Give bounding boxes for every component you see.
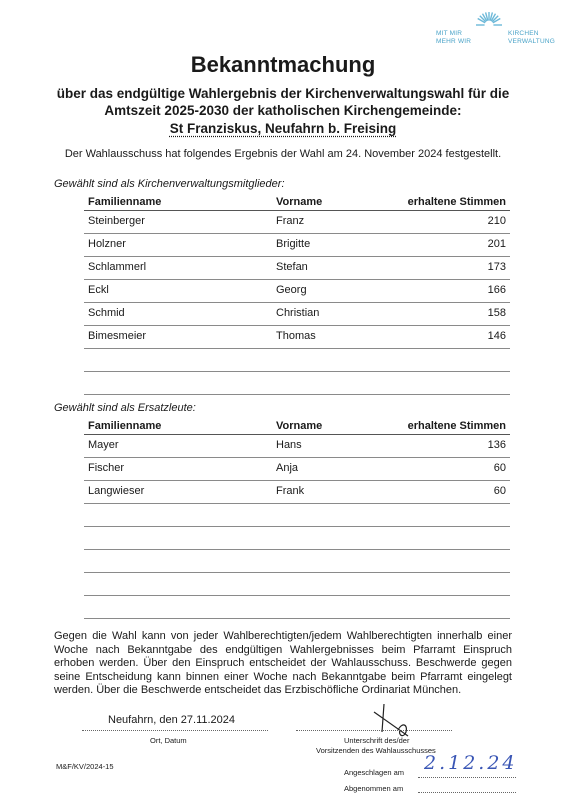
empty-row xyxy=(84,349,510,372)
cell-votes: 146 xyxy=(487,330,506,342)
empty-row xyxy=(84,550,510,573)
cell-firstname: Hans xyxy=(276,439,302,451)
subtitle-line-1: über das endgültige Wahlergebnis der Kirchenverwaltungswahl für die xyxy=(56,86,510,101)
cell-firstname: Christian xyxy=(276,307,320,319)
cell-lastname: Steinberger xyxy=(88,215,145,227)
cell-votes: 136 xyxy=(487,439,506,451)
members-heading: Gewählt sind als Kirchenverwaltungsmitglieder: xyxy=(54,178,285,190)
table-row xyxy=(84,257,510,280)
empty-row xyxy=(84,372,510,395)
cell-firstname: Brigitte xyxy=(276,238,311,250)
cell-votes: 173 xyxy=(487,261,506,273)
table-header xyxy=(84,192,510,211)
table-header xyxy=(84,416,510,435)
empty-row xyxy=(84,573,510,596)
cell-firstname: Stefan xyxy=(276,261,308,273)
cell-firstname: Georg xyxy=(276,284,307,296)
table-row xyxy=(84,234,510,257)
removed-label: Abgenommen am xyxy=(344,784,404,793)
cell-lastname: Fischer xyxy=(88,462,125,474)
table-row xyxy=(84,458,510,481)
cell-votes: 201 xyxy=(487,238,506,250)
signer-label-2: Vorsitzenden des Wahlausschusses xyxy=(316,746,436,755)
substitutes-table xyxy=(84,416,510,619)
cell-lastname: Langwieser xyxy=(88,485,145,497)
logo-text-right-2: VERWALTUNG xyxy=(508,38,556,45)
signature-mark xyxy=(368,690,438,740)
place-date-label: Ort, Datum xyxy=(150,736,187,745)
column-header-votes: erhaltene Stimmen xyxy=(407,420,506,432)
column-header-lastname: Familienname xyxy=(88,196,162,208)
cell-votes: 60 xyxy=(493,485,506,497)
cell-lastname: Schmid xyxy=(88,307,125,319)
cell-firstname: Thomas xyxy=(276,330,316,342)
cell-lastname: Mayer xyxy=(88,439,119,451)
cell-votes: 158 xyxy=(487,307,506,319)
cell-lastname: Eckl xyxy=(88,284,109,296)
statement-text: Der Wahlausschuss hat folgendes Ergebnis der Wahl am 24. November 2024 festgestellt. xyxy=(64,148,502,160)
empty-row xyxy=(84,596,510,619)
cell-lastname: Schlammerl xyxy=(88,261,147,273)
table-row xyxy=(84,211,510,234)
cell-lastname: Holzner xyxy=(88,238,126,250)
cell-votes: 60 xyxy=(493,462,506,474)
table-row xyxy=(84,326,510,349)
legal-notice: Gegen die Wahl kann von jeder Wahlberechtigten/jedem Wahlberechtigten innerhalb einer Woche nach Bekanntgabe des endgültigen Wahlergebnisses beim Pfarramt Einspruch erhoben werden. Über den Einspruch entscheidet der Wahlausschuss. Beschwerde gegen seine Entscheidung kann binnen einer Woche nach Bekanntgabe beim Pfarramt eingelegt werden. Über die Beschwerde entscheidet das Erzbischöfliche Ordinariat München. xyxy=(54,630,512,696)
logo-text-left-2: MEHR WIR xyxy=(436,38,472,45)
column-header-firstname: Vorname xyxy=(276,196,323,208)
cell-firstname: Franz xyxy=(276,215,305,227)
place-date-line xyxy=(82,730,268,731)
table-row xyxy=(84,481,510,504)
column-header-lastname: Familienname xyxy=(88,420,162,432)
signer-label-1: Unterschrift des/der xyxy=(344,736,410,745)
column-header-firstname: Vorname xyxy=(276,420,323,432)
posted-label: Angeschlagen am xyxy=(344,768,405,777)
parish-name: St Franziskus, Neufahrn b. Freising xyxy=(169,121,397,136)
posted-line xyxy=(418,777,516,778)
place-date-value: Neufahrn, den 27.11.2024 xyxy=(108,714,236,726)
members-table xyxy=(84,192,510,395)
column-header-votes: erhaltene Stimmen xyxy=(407,196,506,208)
cell-firstname: Frank xyxy=(276,485,305,497)
radial-burst-icon xyxy=(474,10,504,40)
form-code: M&F/KV/2024-15 xyxy=(56,762,114,771)
substitutes-heading: Gewählt sind als Ersatzleute: xyxy=(54,402,196,414)
signature-line xyxy=(296,730,452,731)
cell-votes: 166 xyxy=(487,284,506,296)
logo-text-right-1: KIRCHEN xyxy=(508,30,539,37)
empty-row xyxy=(84,504,510,527)
table-row xyxy=(84,303,510,326)
subtitle-line-2: Amtszeit 2025-2030 der katholischen Kirchengemeinde: xyxy=(104,103,462,118)
logo xyxy=(428,10,556,50)
posted-date-handwritten: 2.12.24 xyxy=(424,752,518,774)
table-row xyxy=(84,280,510,303)
cell-lastname: Bimesmeier xyxy=(88,330,147,342)
cell-firstname: Anja xyxy=(276,462,299,474)
logo-text-left-1: MIT MIR xyxy=(436,30,463,37)
removed-line xyxy=(418,792,516,793)
table-row xyxy=(84,435,510,458)
empty-row xyxy=(84,527,510,550)
page-title: Bekanntmachung xyxy=(190,52,376,77)
cell-votes: 210 xyxy=(487,215,506,227)
